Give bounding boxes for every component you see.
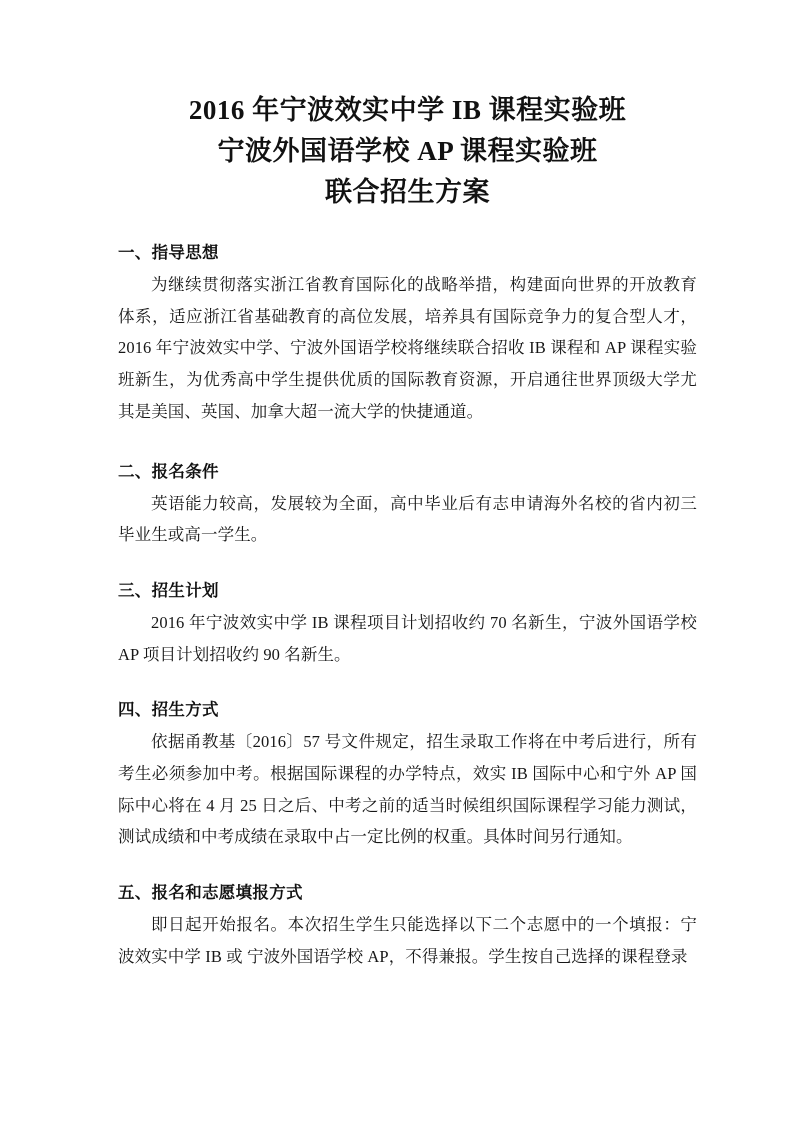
title-line-3: 联合招生方案 bbox=[325, 177, 490, 208]
section-paragraph: 即日起开始报名。本次招生学生只能选择以下二个志愿中的一个填报：宁波效实中学 IB 或 宁波外国语学校 AP，不得兼报。学生按自己选择的课程登录 bbox=[118, 915, 697, 966]
section-heading: 二、报名条件 bbox=[118, 461, 219, 481]
title-line-2: 宁波外国语学校 AP 课程实验班 bbox=[217, 136, 598, 167]
section-guiding-principles bbox=[118, 239, 697, 427]
section-enrollment-plan bbox=[118, 577, 697, 670]
page-title bbox=[118, 90, 697, 213]
section-admission-method bbox=[118, 696, 697, 853]
section-heading: 四、招生方式 bbox=[118, 700, 219, 720]
section-paragraph: 2016 年宁波效实中学 IB 课程项目计划招收约 70 名新生，宁波外国语学校 AP 项目计划招收约 90 名新生。 bbox=[118, 612, 697, 664]
section-application-requirements bbox=[118, 458, 697, 551]
section-paragraph: 英语能力较高，发展较为全面，高中毕业后有志申请海外名校的省内初三毕业生或高一学生。 bbox=[118, 493, 697, 545]
section-heading: 一、指导思想 bbox=[118, 243, 219, 263]
section-paragraph: 依据甬教基〔2016〕57 号文件规定，招生录取工作将在中考后进行，所有考生必须参加中考。根据国际课程的办学特点，效实 IB 国际中心和宁外 AP 国际中心将在 4 月 25 日之后、中考之前的适当时候组织国际课程学习能力测试，测试成绩和中考成绩在录取中占一定比例的权重。具体时间另行通知。 bbox=[118, 732, 697, 847]
title-line-1: 2016 年宁波效实中学 IB 课程实验班 bbox=[188, 95, 627, 125]
section-heading: 五、报名和志愿填报方式 bbox=[118, 883, 303, 903]
section-paragraph: 为继续贯彻落实浙江省教育国际化的战略举措，构建面向世界的开放教育体系，适应浙江省基础教育的高位发展，培养具有国际竞争力的复合型人才，2016 年宁波效实中学、宁波外国语学校将继续联合招收 IB 课程和 AP 课程实验班新生，为优秀高中学生提供优质的国际教育资源，开启通往世界顶级大学尤其是美国、英国、加拿大超一流大学的快捷通道。 bbox=[118, 275, 697, 421]
section-registration-method bbox=[118, 879, 697, 972]
section-heading: 三、招生计划 bbox=[118, 580, 219, 600]
